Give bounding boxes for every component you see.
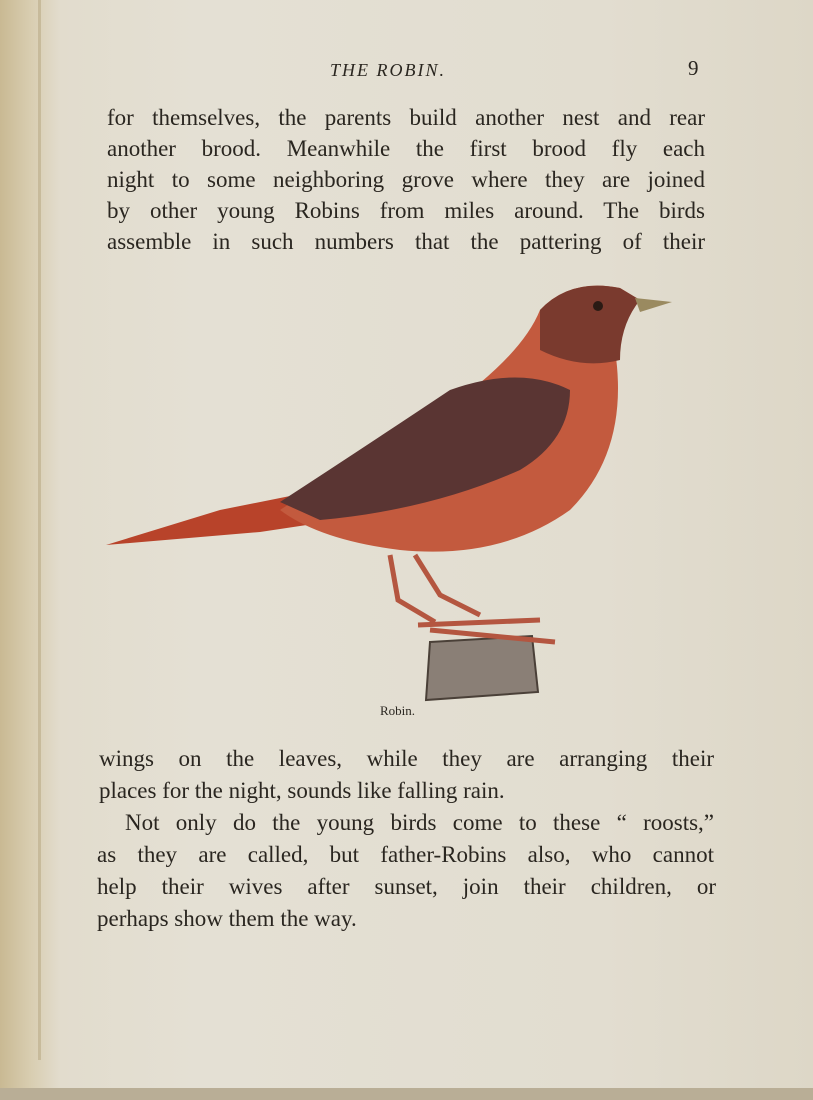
running-title: THE ROBIN. — [330, 60, 446, 80]
figure-caption: Robin. — [380, 703, 416, 718]
bird-eye — [593, 301, 603, 311]
text-line: for themselves, the parents build another nest and rear — [107, 105, 705, 130]
bird-legs — [390, 555, 555, 642]
text-line: help their wives after sunset, join their children, or — [97, 874, 716, 899]
text-line: perhaps show them the way. — [97, 906, 357, 931]
text-line: as they are called, but father-Robins also, who cannot — [97, 842, 714, 867]
page-edge — [38, 0, 41, 1060]
text-line: assemble in such numbers that the pattering of their — [107, 229, 705, 254]
text-line: night to some neighboring grove where they are joined — [107, 167, 705, 192]
text-line: places for the night, sounds like falling rain. — [99, 778, 505, 803]
perch — [426, 636, 538, 700]
bird-head — [540, 286, 640, 364]
text-line: wings on the leaves, while they are arranging their — [99, 746, 714, 771]
text-line: Not only do the young birds come to these “ roosts,” — [125, 810, 714, 835]
text-line: another brood. Meanwhile the first brood fly each — [107, 136, 705, 161]
page-number: 9 — [688, 56, 699, 80]
page-bottom-edge — [0, 1088, 813, 1100]
robin-illustration — [100, 270, 680, 710]
bird-beak — [635, 298, 672, 312]
text-line: by other young Robins from miles around. The birds — [107, 198, 705, 223]
